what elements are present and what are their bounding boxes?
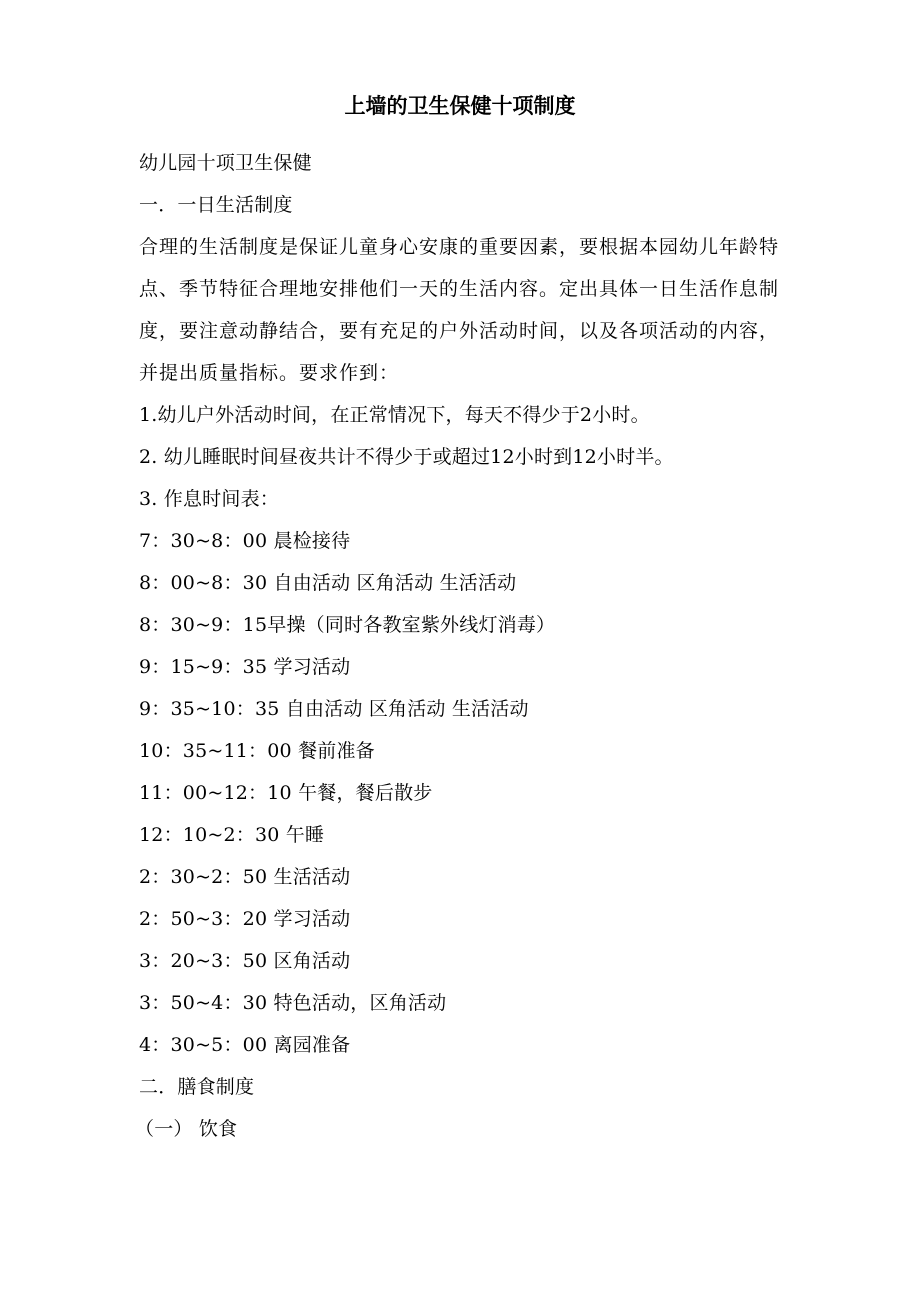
schedule-row: 3：50~4：30 特色活动，区角活动 [139,992,447,1014]
schedule-row: 8：30~9：15早操（同时各教室紫外线灯消毒） [139,614,556,636]
schedule-row: 9：35~10：35 自由活动 区角活动 生活活动 [139,698,529,720]
schedule-row: 10：35~11：00 餐前准备 [139,740,375,762]
document-subtitle: 幼儿园十项卫生保健 [139,152,312,174]
schedule-row: 2：30~2：50 生活活动 [139,866,351,888]
schedule-row: 9：15~9：35 学习活动 [139,656,351,678]
schedule-row: 2：50~3：20 学习活动 [139,908,351,930]
requirement-item: 2. 幼儿睡眠时间昼夜共计不得少于或超过12小时到12小时半。 [139,446,674,468]
document-title: 上墙的卫生保健十项制度 [344,94,576,118]
document-body [135,142,780,1150]
intro-paragraph: 合理的生活制度是保证儿童身心安康的重要因素，要根据本园幼儿年龄特点、季节特征合理地安排他们一天的生活内容。定出具体一日生活作息制度，要注意动静结合，要有充足的户外活动时间，以及各项活动的内容，并提出质量指标。要求作到： [139,236,780,384]
schedule-row: 8：00~8：30 自由活动 区角活动 生活活动 [139,572,517,594]
schedule-row: 4：30~5：00 离园准备 [139,1034,351,1056]
schedule-row: 12：10~2：30 午睡 [139,824,325,846]
schedule-row: 11：00~12：10 午餐，餐后散步 [139,782,433,804]
schedule-row: 7：30~8：00 晨检接待 [139,530,351,552]
section-heading-1: 一．一日生活制度 [139,194,293,216]
subsection-heading: （一） 饮食 [135,1118,238,1140]
requirement-item: 1.幼儿户外活动时间，在正常情况下，每天不得少于2小时。 [139,404,650,426]
section-heading-2: 二．膳食制度 [139,1076,255,1098]
requirement-item: 3. 作息时间表： [139,488,279,510]
schedule-row: 3：20~3：50 区角活动 [139,950,351,972]
